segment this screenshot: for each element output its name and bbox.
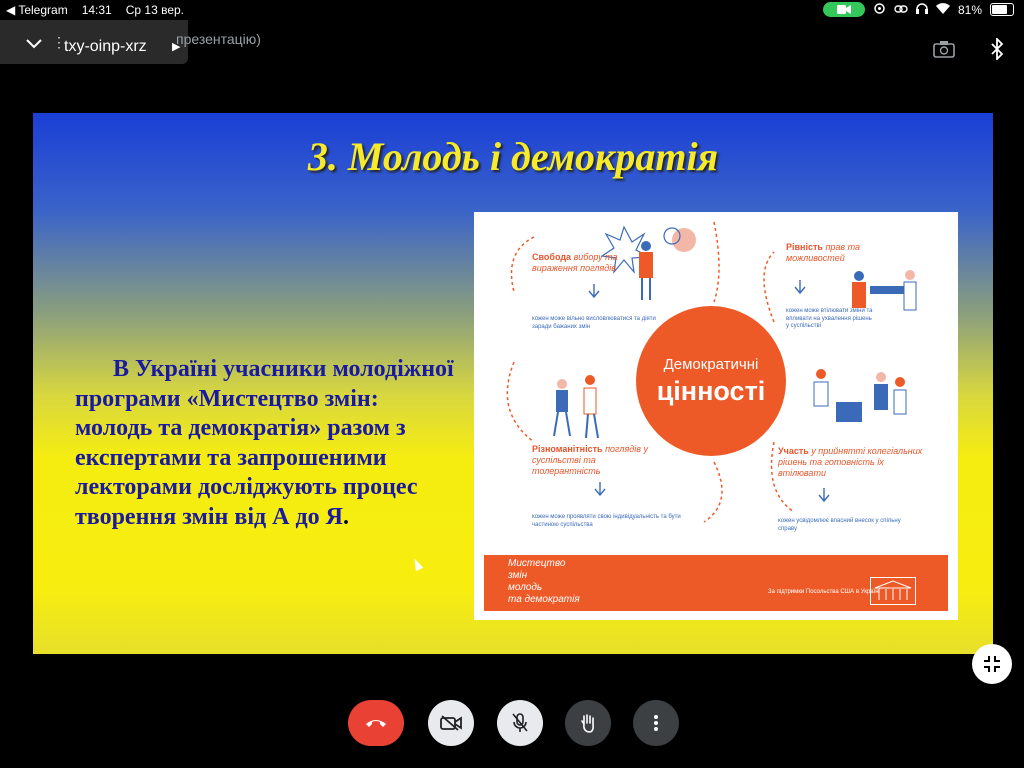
- value-freedom-title: Свобода: [532, 252, 572, 262]
- meeting-details-arrow-icon[interactable]: ▶: [172, 41, 181, 53]
- bluetooth-audio-icon[interactable]: [984, 36, 1010, 62]
- value-participation-note: кожен усвідомлює власний внесок у спільну справу: [778, 518, 901, 532]
- meeting-code[interactable]: txy-oinp-xrz: [64, 38, 147, 55]
- link-icon: [894, 3, 908, 17]
- back-to-app-link[interactable]: ◀ Telegram: [6, 3, 68, 17]
- collapse-icon: [983, 655, 1001, 673]
- raise-hand-button[interactable]: [565, 700, 611, 746]
- program-logo-text: [508, 558, 580, 606]
- us-embassy-logo-icon: [870, 577, 916, 605]
- value-freedom: [532, 252, 632, 274]
- battery-percent: 81%: [957, 2, 982, 17]
- date: Ср 13 вер.: [125, 3, 185, 17]
- camera-in-use-icon: [823, 2, 865, 17]
- mouse-pointer-icon: [411, 557, 423, 571]
- value-participation: [778, 446, 928, 479]
- end-call-button[interactable]: [348, 700, 404, 746]
- more-vert-icon: [653, 714, 659, 732]
- value-equality-desc: прав та можливостей: [786, 242, 861, 263]
- circle-title-top: Демократичні: [663, 356, 759, 373]
- shared-presentation-slide: [33, 113, 993, 654]
- value-equality-title: Рівність: [786, 242, 823, 252]
- headphones-icon: [916, 3, 928, 17]
- slide-body-period: .: [342, 503, 349, 530]
- wifi-icon: [936, 3, 950, 17]
- value-participation-title: Участь: [778, 446, 809, 456]
- slide-body: В Україні учасники молодіжної програми «Мистецтво змін: молодь та демократія» разом з експертами та запрошеними лекторами досліджують процес творення змін від А до Я: [75, 356, 454, 530]
- program-logo-line4: та демократія: [508, 594, 580, 605]
- camera-off-icon: [440, 715, 462, 731]
- hang-up-icon: [365, 718, 387, 728]
- slide-body-text: [75, 355, 455, 532]
- switch-camera-icon[interactable]: [931, 36, 957, 62]
- clock: 14:31: [81, 3, 112, 17]
- toggle-microphone-button[interactable]: [497, 700, 543, 746]
- program-footer-banner: [484, 555, 948, 611]
- more-options-button[interactable]: [633, 700, 679, 746]
- raise-hand-icon: [579, 713, 597, 733]
- more-dots-icon: ⋮: [52, 34, 66, 50]
- value-diversity-note: кожен може проявляти свою індивідуальність та бути частиною суспільства: [532, 514, 681, 528]
- battery-icon: [990, 3, 1014, 16]
- slide-title: 3. Молодь і демократія: [307, 134, 719, 179]
- program-logo-line3: молодь: [508, 582, 543, 593]
- value-diversity-desc: поглядів у суспільстві та толерантність: [532, 444, 648, 476]
- value-diversity-title: Різноманітність: [532, 444, 603, 454]
- program-logo-line1: Мистецтво: [508, 558, 566, 569]
- value-participation-desc: у прийнятті колегіальних рішень та готовність їх втілювати: [778, 446, 923, 478]
- screen-mirror-icon: [873, 3, 886, 17]
- value-equality: [786, 242, 896, 264]
- toggle-camera-button[interactable]: [428, 700, 474, 746]
- democratic-values-infographic: [474, 212, 958, 620]
- exit-fullscreen-button[interactable]: [972, 644, 1012, 684]
- status-bar: [0, 0, 1024, 20]
- value-freedom-note: кожен може вільно висловлюватися та діяти заради бажаних змін: [532, 316, 656, 330]
- circle-title-bottom: цінності: [656, 376, 766, 406]
- value-equality-note: кожен може втілювати зміни та впливати на ухвалення рішень у суспільстві: [786, 308, 873, 329]
- presenting-label: презентацію): [176, 31, 261, 47]
- value-freedom-desc: вибору та вираження поглядів: [532, 252, 618, 273]
- chevron-down-icon[interactable]: [26, 36, 42, 54]
- value-diversity: [532, 444, 662, 477]
- program-logo-line2: змін: [508, 570, 528, 581]
- mic-off-icon: [512, 713, 528, 733]
- support-credit: За підтримки Посольства США в Україні: [768, 589, 880, 595]
